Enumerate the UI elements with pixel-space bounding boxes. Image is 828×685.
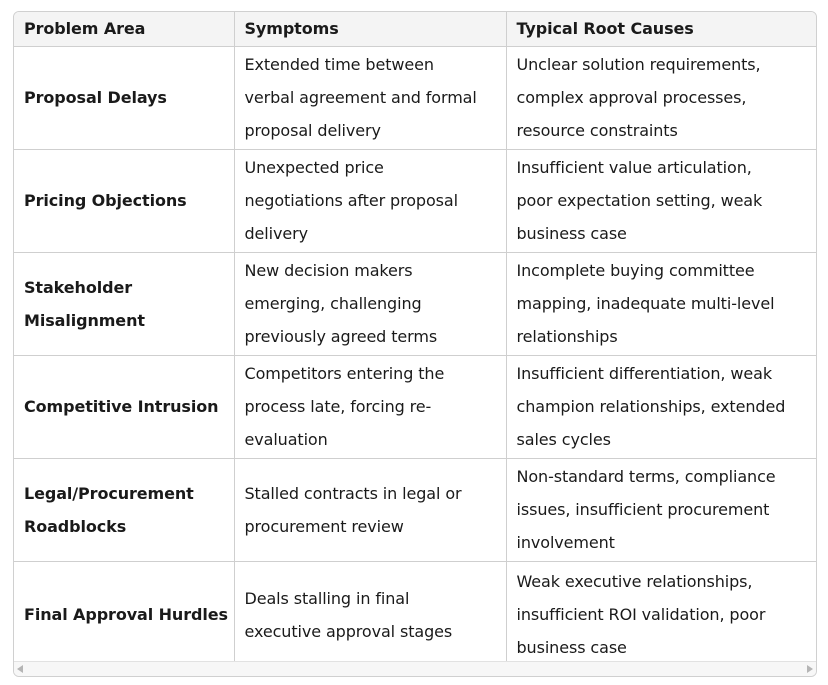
symptoms-cell-line: previously agreed terms <box>244 327 438 346</box>
problem-area-cell <box>14 252 234 355</box>
symptoms-cell <box>234 252 506 355</box>
root-causes-cell <box>506 252 817 355</box>
root-causes-cell <box>506 458 817 561</box>
problem-area-cell-line: Roadblocks <box>24 516 127 536</box>
root-causes-cell-line: Incomplete buying committee <box>516 261 755 280</box>
scroll-right-arrow-icon[interactable] <box>807 665 813 673</box>
header-root-causes: Typical Root Causes <box>506 12 817 46</box>
symptoms-cell-line: emerging, challenging <box>244 294 422 313</box>
symptoms-cell-line: process late, forcing re- <box>244 397 432 416</box>
root-causes-cell-line: poor expectation setting, weak <box>516 191 763 210</box>
root-causes-cell <box>506 561 817 668</box>
root-causes-cell-line: sales cycles <box>516 430 611 449</box>
root-causes-cell-line: business case <box>516 224 627 243</box>
root-causes-cell-line: complex approval processes, <box>516 88 747 107</box>
symptoms-cell-line: Extended time between <box>244 55 434 74</box>
root-causes-cell-line: champion relationships, extended <box>516 397 786 416</box>
root-causes-cell-line: involvement <box>516 533 615 552</box>
problem-area-cell-line: Stakeholder <box>24 277 132 297</box>
problem-area-cell <box>14 458 234 561</box>
symptoms-cell <box>234 458 506 561</box>
table-row <box>14 355 817 458</box>
root-causes-cell-line: resource constraints <box>516 121 678 140</box>
problem-area-cell-line: Pricing Objections <box>24 191 187 210</box>
symptoms-cell <box>234 149 506 252</box>
problem-area-cell-line: Misalignment <box>24 310 145 330</box>
problem-area-cell-line: Legal/Procurement <box>24 483 194 503</box>
table-row <box>14 561 817 668</box>
root-causes-cell-line: mapping, inadequate multi-level <box>516 294 775 313</box>
symptoms-cell <box>234 561 506 668</box>
root-causes-cell-line: Insufficient differentiation, weak <box>516 364 772 383</box>
root-causes-cell-line: Unclear solution requirements, <box>516 55 761 74</box>
header-problem-area: Problem Area <box>14 12 234 46</box>
root-causes-cell <box>506 149 817 252</box>
symptoms-cell <box>234 46 506 149</box>
table-header-row <box>14 12 817 46</box>
table-row <box>14 46 817 149</box>
symptoms-cell-line: Competitors entering the <box>244 364 445 383</box>
root-causes-cell <box>506 46 817 149</box>
root-causes-cell-line: business case <box>516 638 627 658</box>
root-causes-cell-line: Weak executive relationships, <box>516 572 753 592</box>
root-causes-cell-line: relationships <box>516 327 618 346</box>
problem-area-cell-line: Competitive Intrusion <box>24 397 219 416</box>
symptoms-cell-line: Deals stalling in final <box>244 588 410 608</box>
problem-area-cell <box>14 355 234 458</box>
root-causes-cell-line: insufficient ROI validation, poor <box>516 605 766 625</box>
symptoms-cell-line: Unexpected price <box>244 158 384 177</box>
root-causes-cell-line: Non-standard terms, compliance <box>516 467 776 486</box>
symptoms-cell-line: evaluation <box>244 430 328 449</box>
table-row <box>14 458 817 561</box>
problem-area-cell <box>14 561 234 668</box>
problem-table <box>14 12 817 668</box>
problem-area-cell <box>14 46 234 149</box>
horizontal-scrollbar[interactable] <box>14 661 816 676</box>
root-causes-cell-line: issues, insufficient procurement <box>516 500 770 519</box>
scroll-left-arrow-icon[interactable] <box>17 665 23 673</box>
symptoms-cell-line: proposal delivery <box>244 121 381 140</box>
symptoms-cell-line: procurement review <box>244 516 404 536</box>
table-container <box>13 11 817 677</box>
root-causes-cell <box>506 355 817 458</box>
symptoms-cell-line: executive approval stages <box>244 621 453 641</box>
problem-area-cell <box>14 149 234 252</box>
symptoms-cell-line: negotiations after proposal <box>244 191 458 210</box>
table-row <box>14 149 817 252</box>
symptoms-cell-line: verbal agreement and formal <box>244 88 477 107</box>
symptoms-cell <box>234 355 506 458</box>
root-causes-cell-line: Insufficient value articulation, <box>516 158 752 177</box>
symptoms-cell-line: Stalled contracts in legal or <box>244 483 462 503</box>
header-symptoms: Symptoms <box>234 12 506 46</box>
symptoms-cell-line: New decision makers <box>244 261 413 280</box>
problem-area-cell-line: Proposal Delays <box>24 88 167 107</box>
problem-area-cell-line: Final Approval Hurdles <box>24 605 228 625</box>
table-row <box>14 252 817 355</box>
symptoms-cell-line: delivery <box>244 224 308 243</box>
